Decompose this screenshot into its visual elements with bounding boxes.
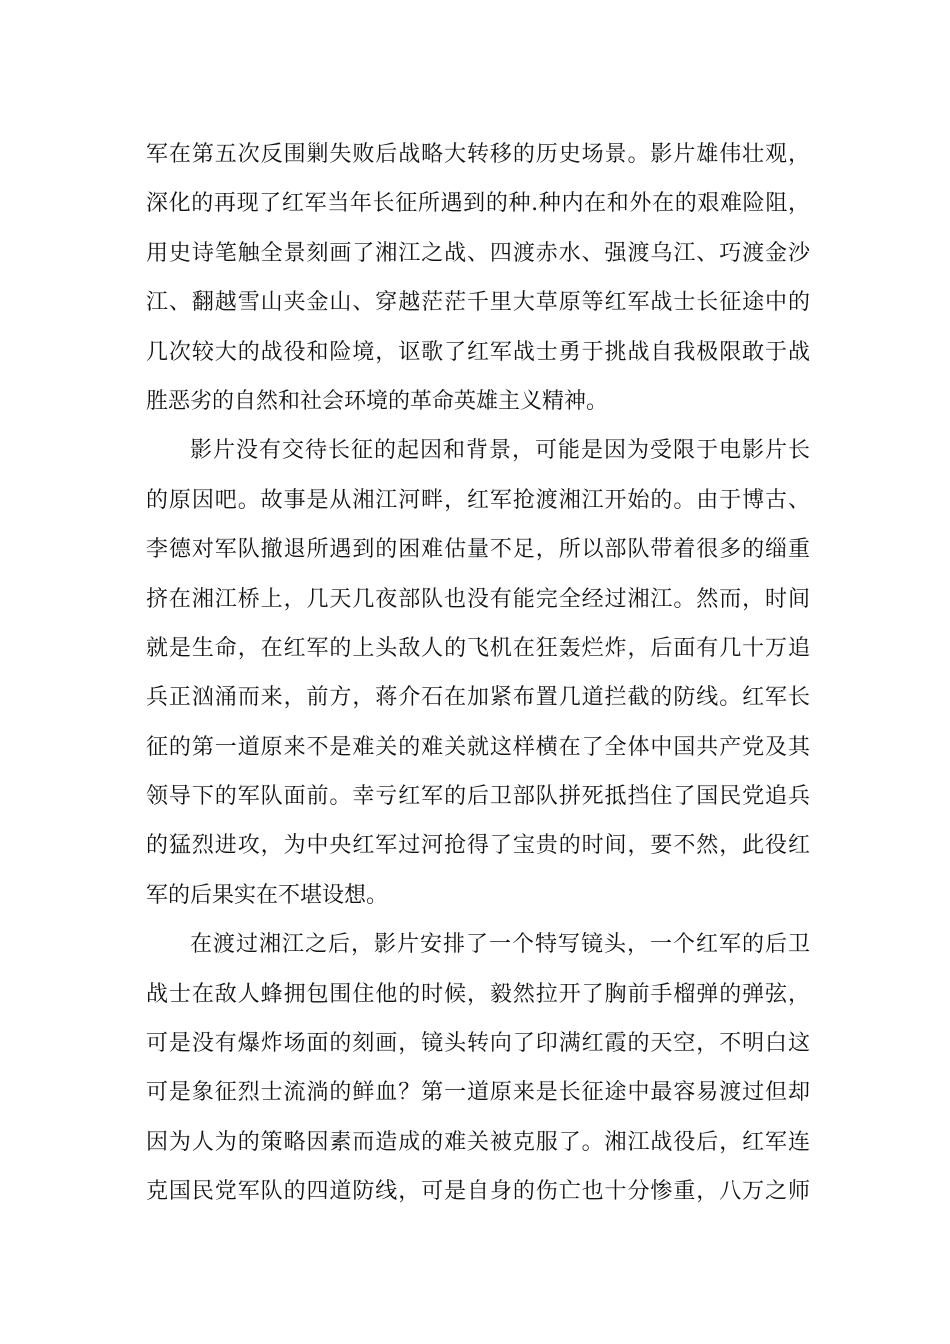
text-line: 征的第一道原来不是难关的难关就这样横在了全体中国共产党及其 [146, 734, 810, 760]
text-line: 克国民党军队的四道防线，可是自身的伤亡也十分惨重，八万之师 [146, 1179, 810, 1205]
text-line: 的原因吧。故事是从湘江河畔，红军抢渡湘江开始的。由于博古、 [146, 487, 810, 513]
text-line: 可是象征烈士流淌的鲜血？第一道原来是长征途中最容易渡过但却 [146, 1080, 810, 1106]
text-line: 就是生命，在红军的上头敌人的飞机在狂轰烂炸，后面有几十万追 [146, 635, 810, 661]
text-line: 几次较大的战役和险境，讴歌了红军战士勇于挑战自我极限敢于战 [146, 339, 810, 365]
text-line: 用史诗笔触全景刻画了湘江之战、四渡赤水、强渡乌江、巧渡金沙 [146, 240, 810, 266]
text-line: 可是没有爆炸场面的刻画，镜头转向了印满红霞的天空，不明白这 [146, 1031, 810, 1057]
text-line: 江、翻越雪山夹金山、穿越茫茫千里大草原等红军战士长征途中的 [146, 290, 810, 316]
text-line: 挤在湘江桥上，几天几夜部队也没有能完全经过湘江。然而，时间 [146, 586, 810, 612]
text-line: 的猛烈进攻，为中央红军过河抢得了宝贵的时间，要不然，此役红 [146, 833, 810, 859]
text-line: 胜恶劣的自然和社会环境的革命英雄主义精神。 [146, 388, 609, 414]
text-line: 军的后果实在不堪设想。 [146, 882, 389, 908]
text-line: 军在第五次反围剿失败后战略大转移的历史场景。影片雄伟壮观， [146, 142, 810, 167]
text-line: 因为人为的策略因素而造成的难关被克服了。湘江战役后，红军连 [146, 1129, 810, 1155]
text-line: 战士在敌人蜂拥包围住他的时候，毅然拉开了胸前手榴弹的弹弦， [146, 981, 810, 1007]
text-line: 李德对军队撤退所遇到的困难估量不足，所以部队带着很多的缁重 [146, 537, 810, 563]
article-body [146, 130, 810, 1217]
paragraph-first-line: 影片没有交待长征的起因和背景，可能是因为受限于电影片长 [190, 438, 810, 464]
paragraph-first-line: 在渡过湘江之后，影片安排了一个特写镜头，一个红军的后卫 [190, 932, 810, 958]
text-line: 深化的再现了红军当年长征所遇到的种.种内在和外在的艰难险阻， [146, 191, 810, 217]
text-line: 领导下的军队面前。幸亏红军的后卫部队拼死抵挡住了国民党追兵 [146, 784, 810, 810]
text-line: 兵正汹涌而来，前方，蒋介石在加紧布置几道拦截的防线。红军长 [146, 685, 810, 711]
